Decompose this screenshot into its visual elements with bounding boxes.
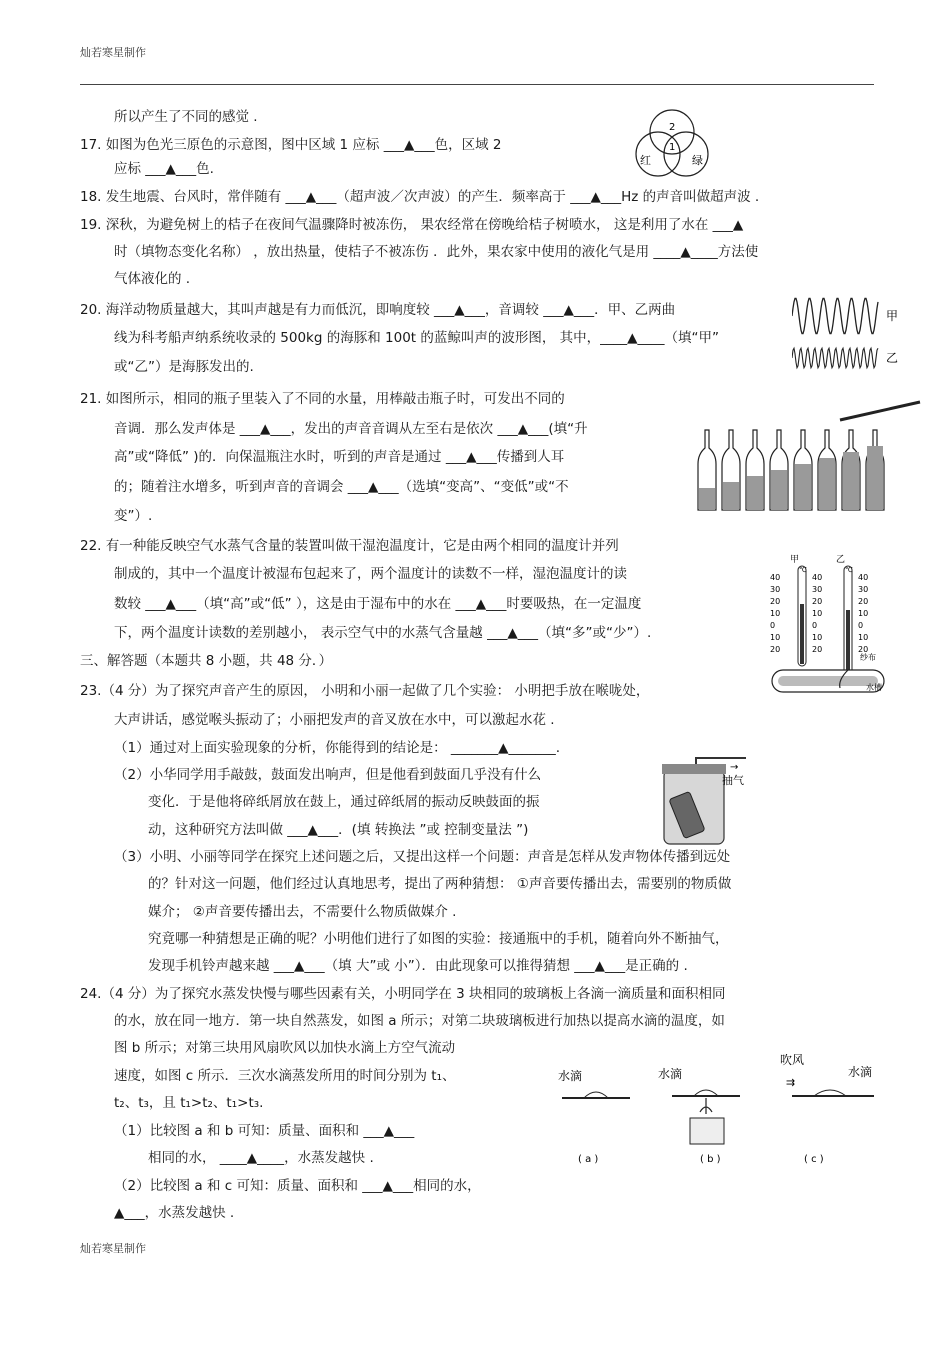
text-line: 22. 有一种能反映空气水蒸气含量的装置叫做干湿泡温度计，它是由两个相同的温度计并列 bbox=[80, 538, 619, 554]
thermo-tick-left: 10 bbox=[770, 633, 781, 642]
bottle bbox=[818, 430, 836, 510]
pump-label: 抽气 bbox=[722, 774, 744, 787]
bottle bbox=[722, 430, 740, 510]
svg-text:℃: ℃ bbox=[845, 566, 853, 574]
caption-a: ( a ) bbox=[578, 1154, 599, 1165]
text-line: 所以产生了不同的感觉 . bbox=[114, 109, 258, 125]
text-line: 三、解答题（本题共 8 小题，共 48 分．） bbox=[80, 653, 333, 669]
striking-rod bbox=[840, 402, 920, 420]
text-line: 的；随着注水增多，听到声音的音调会 ___▲___（选填“变高”、“变低”或“不 bbox=[114, 479, 569, 495]
text-line: 21. 如图所示，相同的瓶子里装入了不同的水量，用棒敲击瓶子时，可发出不同的 bbox=[80, 391, 565, 407]
cloth-label: 纱布 bbox=[860, 653, 876, 662]
text-line: 变”）. bbox=[114, 508, 153, 524]
text-line: 20. 海洋动物质量越大，其叫声越是有力而低沉，即响度较 ___▲___，音调较 ___▲___．甲、乙两曲 bbox=[80, 302, 676, 318]
text-line: 应标 ___▲___色. bbox=[114, 161, 214, 177]
wave-label-jia: 甲 bbox=[886, 309, 899, 323]
evap-c-drop-label: 水滴 bbox=[848, 1065, 873, 1079]
thermo-tick-mid: 0 bbox=[812, 621, 818, 630]
alcohol-lamp bbox=[690, 1118, 724, 1144]
evaporation-figure bbox=[554, 1054, 884, 1166]
text-line: 线为科考船声纳系统收录的 500kg 的海豚和 100t 的蓝鲸叫声的波形图， 其中，____▲____（填“甲” bbox=[114, 330, 720, 346]
text-line: 高”或“降低” )的．向保温瓶注水时，听到的声音是通过 ___▲___传播到人耳 bbox=[114, 449, 565, 465]
venn-label-green: 绿 bbox=[692, 154, 703, 167]
bottles-figure bbox=[690, 398, 922, 516]
text-line: 数较 ___▲___（填“高”或“低” ），这是由于湿布中的水在 ___▲___时要吸热，在一定温度 bbox=[114, 596, 642, 612]
bottle bbox=[842, 430, 860, 510]
thermo-label-jia: 甲 bbox=[790, 555, 800, 565]
caption-c: ( c ) bbox=[804, 1154, 824, 1165]
thermo-tick-mid: 40 bbox=[812, 573, 823, 582]
text-line: 媒介； ②声音要传播出去，不需要什么物质做媒介 . bbox=[148, 904, 457, 920]
text-line: 音调．那么发声体是 ___▲___，发出的声音音调从左至右是依次 ___▲___(填“升 bbox=[114, 421, 588, 437]
bottle bbox=[698, 430, 716, 510]
page-footer: 灿若寒星制作 bbox=[80, 1242, 146, 1255]
text-line: 图 b 所示；对第三块用风扇吹风以加快水滴上方空气流动 bbox=[114, 1040, 456, 1056]
air-pump-arrow-icon: → bbox=[730, 762, 739, 773]
color-venn-diagram bbox=[626, 104, 718, 186]
thermo-tick-right: 30 bbox=[858, 585, 869, 594]
text-line: 或“乙”）是海豚发出的. bbox=[114, 359, 254, 375]
text-line: 动，这种研究方法叫做 ___▲___．(填 转换法 ”或 控制变量法 ”) bbox=[148, 822, 529, 838]
flame-icon bbox=[700, 1098, 712, 1114]
thermo-tick-mid: 30 bbox=[812, 585, 823, 594]
header-divider bbox=[80, 84, 874, 85]
text-line: 制成的，其中一个温度计被湿布包起来了，两个温度计的读数不一样，湿泡温度计的读 bbox=[114, 566, 627, 582]
bottle-row bbox=[698, 430, 884, 510]
text-line: t₂、t₃，且 t₁>t₂、t₁>t₃. bbox=[114, 1095, 264, 1111]
text-line: （1）比较图 a 和 b 可知：质量、面积和 ___▲___ bbox=[114, 1123, 415, 1139]
thermo-tick-left: 30 bbox=[770, 585, 781, 594]
waveform-figure bbox=[792, 290, 904, 382]
venn-label-2: 2 bbox=[669, 122, 676, 133]
jar-phone-figure bbox=[656, 756, 764, 846]
bottle bbox=[866, 430, 884, 510]
text-line: 23.（4 分）为了探究声音产生的原因， 小明和小丽一起做了几个实验： 小明把手放在喉咙处， bbox=[80, 683, 650, 699]
thermo-tick-left: 40 bbox=[770, 573, 781, 582]
text-line: 时（填物态变化名称） ，放出热量，使桔子不被冻伤 ．此外，果农家中使用的液化气是用 ____▲____方法使 bbox=[114, 244, 759, 260]
thermo-tick-left: 20 bbox=[770, 597, 781, 606]
hygrometer-figure bbox=[768, 552, 898, 700]
text-line: 究竟哪一种猜想是正确的呢？小明他们进行了如图的实验：接通瓶中的手机，随着向外不断抽气， bbox=[148, 931, 729, 947]
text-line: 的水，放在同一地方．第一块自然蒸发，如图 a 所示；对第二块玻璃板进行加热以提高水滴的温度，如 bbox=[114, 1013, 725, 1029]
thermo-scale bbox=[770, 573, 868, 654]
thermo-tick-left: 20 bbox=[770, 645, 781, 654]
text-line: （2）比较图 a 和 c 可知：质量、面积和 ___▲___相同的水， bbox=[114, 1178, 481, 1194]
text-line: 气体液化的 . bbox=[114, 271, 191, 287]
wave-jia bbox=[792, 298, 878, 333]
thermo-tick-left: 0 bbox=[770, 621, 776, 630]
text-line: 相同的水， ____▲____，水蒸发越快 . bbox=[148, 1150, 374, 1166]
wind-label: 吹风 bbox=[780, 1054, 805, 1067]
wave-label-yi: 乙 bbox=[886, 351, 899, 365]
thermo-tick-right: 40 bbox=[858, 573, 869, 582]
bottle bbox=[770, 430, 788, 510]
thermo-tick-right: 20 bbox=[858, 645, 869, 654]
wind-arrows-icon: ⇉ bbox=[786, 1076, 796, 1089]
tank-label: 水槽 bbox=[866, 683, 882, 692]
text-line: （1）通过对上面实验现象的分析，你能得到的结论是： _______▲_______. bbox=[114, 740, 561, 756]
thermo-tick-right: 0 bbox=[858, 621, 864, 630]
bottle bbox=[746, 430, 764, 510]
evap-b-drop-label: 水滴 bbox=[658, 1067, 683, 1081]
bottle bbox=[794, 430, 812, 510]
venn-label-1: 1 bbox=[669, 142, 676, 153]
text-line: 大声讲话，感觉喉头振动了；小丽把发声的音叉放在水中，可以激起水花 . bbox=[114, 712, 555, 728]
text-line: 速度，如图 c 所示．三次水滴蒸发所用的时间分别为 t₁、 bbox=[114, 1068, 456, 1084]
text-line: ▲___，水蒸发越快 . bbox=[114, 1205, 235, 1221]
svg-text:℃: ℃ bbox=[799, 566, 807, 574]
text-line: 19. 深秋，为避免树上的桔子在夜间气温骤降时被冻伤， 果农经常在傍晚给桔子树喷水， 这是利用了水在 ___▲ bbox=[80, 217, 744, 233]
text-line: （3）小明、小丽等同学在探究上述问题之后，又提出这样一个问题：声音是怎样从发声物体传播到远处 bbox=[114, 849, 731, 865]
text-line: 24.（4 分）为了探究水蒸发快慢与哪些因素有关，小明同学在 3 块相同的玻璃板上各滴一滴质量和面积相同 bbox=[80, 986, 726, 1002]
thermo-tick-mid: 20 bbox=[812, 645, 823, 654]
text-line: 变化．于是他将碎纸屑放在鼓上，通过碎纸屑的振动反映鼓面的振 bbox=[148, 794, 540, 810]
venn-label-red: 红 bbox=[640, 154, 651, 167]
thermo-tick-right: 10 bbox=[858, 609, 869, 618]
wave-yi bbox=[792, 348, 878, 368]
evap-a-drop-label: 水滴 bbox=[558, 1069, 583, 1083]
thermo-label-yi: 乙 bbox=[836, 555, 846, 565]
thermo-tick-right: 10 bbox=[858, 633, 869, 642]
text-line: 17. 如图为色光三原色的示意图，图中区域 1 应标 ___▲___色，区域 2 bbox=[80, 137, 502, 153]
thermo-tick-mid: 10 bbox=[812, 633, 823, 642]
thermo-tick-left: 10 bbox=[770, 609, 781, 618]
text-line: 发现手机铃声越来越 ___▲___（填 大”或 小”）．由此现象可以推得猜想 ___▲___是正确的 . bbox=[148, 958, 688, 974]
text-line: 18. 发生地震、台风时，常伴随有 ___▲___（超声波／次声波）的产生．频率高于 ___▲___Hz 的声音叫做超声波 . bbox=[80, 189, 760, 205]
text-line: 下，两个温度计读数的差别越小， 表示空气中的水蒸气含量越 ___▲___（填“多”或“少”）. bbox=[114, 625, 652, 641]
thermo-tick-right: 20 bbox=[858, 597, 869, 606]
text-line: 的？针对这一问题，他们经过认真地思考，提出了两种猜想： ①声音要传播出去，需要别的物质做 bbox=[148, 876, 732, 892]
caption-b: ( b ) bbox=[700, 1154, 721, 1165]
thermo-tick-mid: 20 bbox=[812, 597, 823, 606]
thermo-tick-mid: 10 bbox=[812, 609, 823, 618]
text-line: （2）小华同学用手敲鼓，鼓面发出响声，但是他看到鼓面几乎没有什么 bbox=[114, 767, 542, 783]
page-header: 灿若寒星制作 bbox=[80, 46, 146, 59]
